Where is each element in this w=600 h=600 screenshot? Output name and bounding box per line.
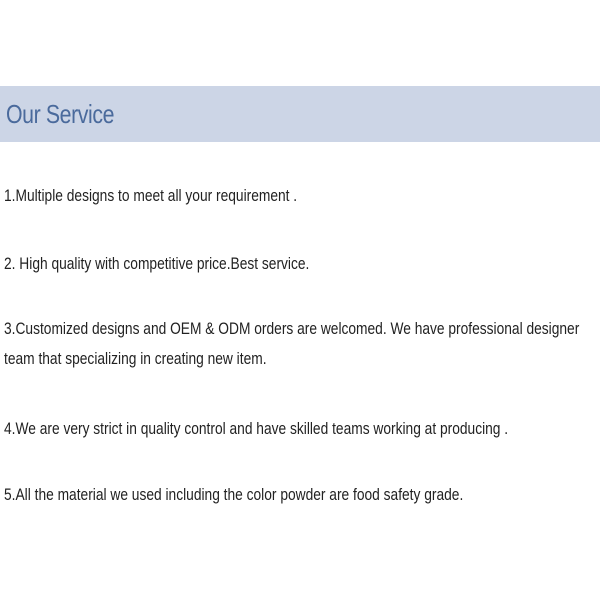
service-item-4: 4.We are very strict in quality control and have skilled teams working at producing . [4, 419, 509, 438]
section-title: Our Service [6, 98, 115, 129]
section-header [0, 86, 600, 142]
service-item-1: 1.Multiple designs to meet all your requirement . [4, 186, 298, 205]
service-item-2: 2. High quality with competitive price.Best service. [4, 254, 310, 273]
service-item-3: 3.Customized designs and OEM & ODM orders are welcomed. We have professional designer team that specializing in creating new item. [4, 319, 580, 368]
service-item-5: 5.All the material we used including the color powder are food safety grade. [4, 485, 464, 504]
